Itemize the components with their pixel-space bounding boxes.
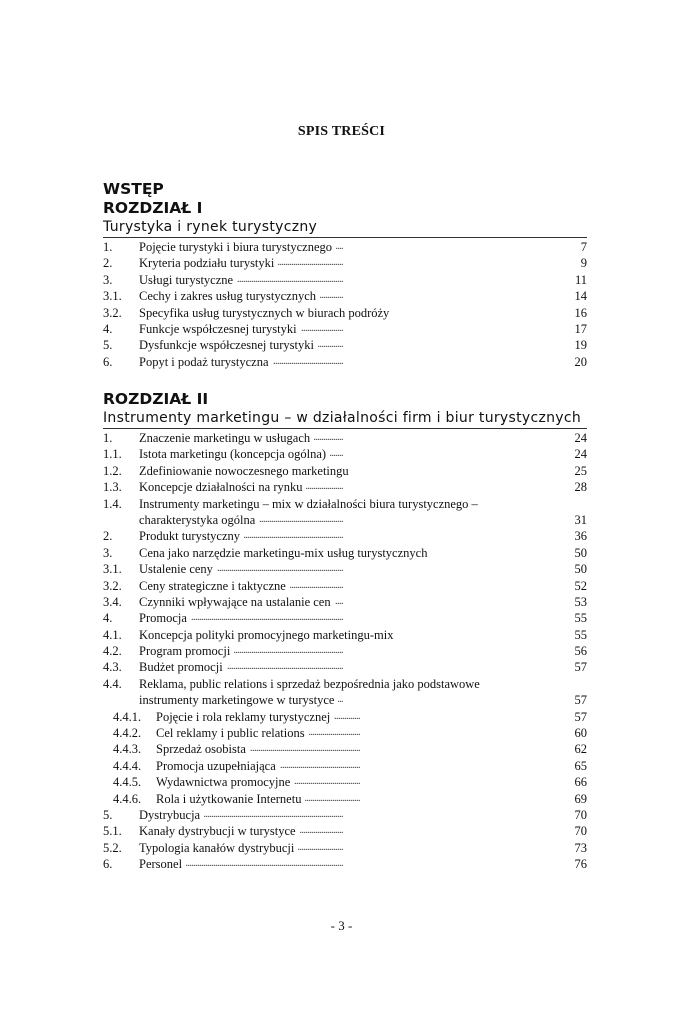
toc-entry-title bbox=[139, 692, 537, 708]
toc-entry-title bbox=[156, 774, 537, 790]
toc-entry-title bbox=[139, 255, 537, 271]
toc-entry[interactable] bbox=[103, 659, 587, 675]
toc-entry-page: 70 bbox=[574, 824, 587, 839]
toc-entry-number: 3.4. bbox=[103, 594, 122, 609]
toc-entry-title bbox=[139, 627, 537, 643]
toc-entry-title bbox=[139, 528, 537, 544]
toc-entry-number: 4.4.6. bbox=[113, 791, 142, 806]
toc-entry-title-text: Produkt turystyczny bbox=[139, 529, 244, 543]
toc-entry[interactable] bbox=[103, 446, 587, 462]
toc-entry[interactable] bbox=[103, 512, 587, 528]
toc-entry-page: 36 bbox=[574, 529, 587, 544]
toc-entry-number: 3.1. bbox=[103, 289, 122, 304]
toc-entry-page: 53 bbox=[574, 594, 587, 609]
toc-entry-title-text: Cena jako narzędzie marketingu-mix usług turystycznych bbox=[139, 546, 431, 560]
toc-entry[interactable] bbox=[103, 709, 587, 725]
toc-entry-title-text: Czynniki wpływające na ustalanie cen bbox=[139, 595, 335, 609]
toc-entry-title bbox=[139, 239, 537, 255]
toc-entry[interactable] bbox=[103, 255, 587, 271]
toc-entry[interactable] bbox=[103, 791, 587, 807]
toc-entry-number: 4.4.1. bbox=[113, 709, 142, 724]
toc-entry-number: 5.2. bbox=[103, 840, 122, 855]
toc-entry-number: 1.2. bbox=[103, 463, 122, 478]
chapter-1-divider bbox=[103, 237, 587, 238]
toc-entry-title-text: Znaczenie marketingu w usługach bbox=[139, 431, 314, 445]
toc-entry-line bbox=[103, 676, 587, 692]
toc-entry-title-text: Promocja bbox=[139, 611, 191, 625]
toc-entry-title bbox=[139, 578, 537, 594]
toc-entry-number: 4.3. bbox=[103, 660, 122, 675]
chapter-2-heading: ROZDZIAŁ II bbox=[103, 390, 209, 408]
toc-entry-title-text: Rola i użytkowanie Internetu bbox=[156, 792, 305, 806]
toc-entry-page: 19 bbox=[574, 338, 587, 353]
toc-entry-number: 4.4. bbox=[103, 676, 122, 691]
chapter-1-heading: ROZDZIAŁ I bbox=[103, 199, 203, 217]
toc-entry-number: 4.1. bbox=[103, 627, 122, 642]
chapter-2-toc-list bbox=[103, 430, 587, 873]
toc-entry[interactable] bbox=[103, 741, 587, 757]
toc-entry-title-text: Cechy i zakres usług turystycznych bbox=[139, 289, 320, 303]
toc-entry-title bbox=[139, 823, 537, 839]
toc-entry-title bbox=[139, 321, 537, 337]
toc-entry-number: 1. bbox=[103, 431, 113, 445]
toc-entry-title bbox=[139, 512, 537, 528]
toc-entry-page: 11 bbox=[574, 272, 587, 287]
toc-entry-number: 6. bbox=[103, 354, 113, 369]
chapter-2-subtitle: Instrumenty marketingu – w działalności firm i biur turystycznych bbox=[103, 410, 582, 426]
toc-entry[interactable] bbox=[103, 692, 587, 708]
toc-entry[interactable] bbox=[103, 321, 587, 337]
toc-entry[interactable] bbox=[103, 758, 587, 774]
toc-entry-page: 55 bbox=[574, 611, 587, 626]
toc-entry-page: 25 bbox=[574, 463, 587, 478]
toc-entry[interactable] bbox=[103, 239, 587, 255]
toc-entry-page: 56 bbox=[574, 644, 587, 659]
toc-entry-title bbox=[139, 479, 537, 495]
toc-entry-page: 31 bbox=[574, 512, 587, 527]
toc-entry-number: 4.4.5. bbox=[113, 775, 142, 790]
toc-entry[interactable] bbox=[103, 272, 587, 288]
page-title: SPIS TREŚCI bbox=[297, 124, 386, 139]
toc-entry-title-text: Specyfika usług turystycznych w biurach podróży bbox=[139, 306, 393, 320]
toc-entry-title bbox=[139, 545, 537, 561]
toc-entry-number: 3. bbox=[103, 272, 113, 287]
toc-entry-title-text: Usługi turystyczne bbox=[139, 273, 237, 287]
toc-entry-title bbox=[139, 272, 537, 288]
toc-entry[interactable] bbox=[103, 627, 587, 643]
toc-entry-title-text: Personel bbox=[139, 857, 186, 871]
toc-entry[interactable] bbox=[103, 856, 587, 872]
toc-entry-title bbox=[139, 594, 537, 610]
toc-entry-title-text: Zdefiniowanie nowoczesnego marketingu bbox=[139, 464, 353, 478]
page-number: - 3 - bbox=[330, 918, 353, 933]
toc-entry[interactable] bbox=[103, 288, 587, 304]
toc-entry-title bbox=[139, 463, 537, 479]
toc-entry-number: 3.2. bbox=[103, 305, 122, 320]
toc-entry-page: 57 bbox=[574, 693, 587, 708]
toc-entry-page: 9 bbox=[580, 256, 587, 271]
toc-entry-title-line: Reklama, public relations i sprzedaż bezpośrednia jako podstawowe bbox=[139, 676, 480, 691]
toc-entry-page: 76 bbox=[574, 857, 587, 872]
toc-entry-title bbox=[139, 856, 537, 872]
toc-entry-title-line: Instrumenty marketingu – mix w działalności biura turystycznego – bbox=[139, 496, 478, 511]
toc-entry-page: 16 bbox=[574, 305, 587, 320]
toc-entry-title bbox=[139, 288, 537, 304]
chapter-1-section bbox=[103, 180, 587, 370]
toc-entry-page: 57 bbox=[574, 660, 587, 675]
toc-entry-title bbox=[139, 659, 537, 675]
toc-entry-title-text: Kryteria podziału turystyki bbox=[139, 256, 278, 270]
toc-entry-title bbox=[139, 354, 537, 370]
toc-entry-number: 4.2. bbox=[103, 644, 122, 659]
toc-entry-number: 4. bbox=[103, 321, 113, 336]
chapter-2-divider bbox=[103, 428, 587, 429]
toc-entry-title bbox=[139, 840, 537, 856]
toc-entry-title bbox=[156, 758, 537, 774]
toc-entry-page: 73 bbox=[574, 840, 587, 855]
toc-entry-title-text: Budżet promocji bbox=[139, 660, 227, 674]
chapter-2-section bbox=[103, 390, 587, 873]
toc-entry-title bbox=[156, 709, 537, 725]
toc-entry[interactable] bbox=[103, 561, 587, 577]
toc-entry-page: 7 bbox=[580, 240, 587, 254]
toc-entry-page: 24 bbox=[574, 447, 587, 462]
toc-entry-page: 20 bbox=[574, 354, 587, 369]
toc-entry[interactable] bbox=[103, 578, 587, 594]
toc-entry-number: 4.4.3. bbox=[113, 742, 142, 757]
toc-entry-number: 1.4. bbox=[103, 496, 122, 511]
toc-entry-page: 24 bbox=[574, 431, 587, 445]
toc-entry-number: 3.1. bbox=[103, 562, 122, 577]
toc-entry-title-text: Pojęcie turystyki i biura turystycznego bbox=[139, 240, 336, 254]
toc-entry-title-text: Cel reklamy i public relations bbox=[156, 726, 309, 740]
toc-entry-title-text: Popyt i podaż turystyczna bbox=[139, 355, 273, 369]
toc-entry-number: 6. bbox=[103, 857, 113, 872]
toc-entry[interactable] bbox=[103, 545, 587, 561]
toc-entry-page: 57 bbox=[574, 709, 587, 724]
toc-entry-number: 2. bbox=[103, 529, 113, 544]
toc-entry-title bbox=[139, 807, 537, 823]
toc-entry[interactable] bbox=[103, 430, 587, 446]
toc-entry-number: 1.1. bbox=[103, 447, 122, 462]
toc-entry-page: 62 bbox=[574, 742, 587, 757]
toc-entry[interactable] bbox=[103, 354, 587, 370]
toc-entry-title bbox=[139, 561, 537, 577]
toc-entry[interactable] bbox=[103, 463, 587, 479]
toc-entry[interactable] bbox=[103, 840, 587, 856]
toc-entry[interactable] bbox=[103, 643, 587, 659]
toc-entry[interactable] bbox=[103, 479, 587, 495]
toc-entry-page: 60 bbox=[574, 726, 587, 741]
toc-entry-number: 4. bbox=[103, 611, 113, 626]
toc-entry-number: 5. bbox=[103, 338, 113, 353]
toc-entry-page: 14 bbox=[574, 289, 587, 304]
toc-entry-title-text: Dystrybucja bbox=[139, 808, 204, 822]
toc-entry[interactable] bbox=[103, 823, 587, 839]
toc-entry-title-text: Promocja uzupełniająca bbox=[156, 759, 280, 773]
toc-entry-page: 28 bbox=[574, 480, 587, 495]
intro-heading: WSTĘP bbox=[103, 180, 164, 198]
toc-entry-title-text: Ceny strategiczne i taktyczne bbox=[139, 579, 290, 593]
toc-entry-page: 69 bbox=[574, 791, 587, 806]
toc-entry[interactable] bbox=[103, 610, 587, 626]
toc-entry[interactable] bbox=[103, 774, 587, 790]
chapter-1-toc-list bbox=[103, 239, 587, 370]
toc-entry-page: 70 bbox=[574, 807, 587, 822]
toc-entry[interactable] bbox=[103, 337, 587, 353]
toc-entry-number: 4.4.2. bbox=[113, 726, 142, 741]
toc-entry-title-text: charakterystyka ogólna bbox=[139, 513, 259, 527]
toc-entry-title bbox=[156, 791, 537, 807]
toc-entry-page: 50 bbox=[574, 562, 587, 577]
toc-entry-title-text: Pojęcie i rola reklamy turystycznej bbox=[156, 710, 334, 724]
toc-entry-title bbox=[139, 430, 537, 446]
toc-entry-number: 1.3. bbox=[103, 480, 122, 495]
toc-entry-title bbox=[139, 305, 537, 321]
toc-entry-number: 1. bbox=[103, 240, 113, 254]
toc-entry-title-text: Istota marketingu (koncepcja ogólna) bbox=[139, 447, 330, 461]
toc-entry-page: 65 bbox=[574, 758, 587, 773]
toc-entry-title bbox=[139, 337, 537, 353]
toc-entry-page: 17 bbox=[574, 321, 587, 336]
toc-entry-number: 3.2. bbox=[103, 578, 122, 593]
toc-entry-page: 50 bbox=[574, 545, 587, 560]
toc-entry-title bbox=[156, 725, 537, 741]
toc-entry-line bbox=[103, 496, 587, 512]
toc-entry[interactable] bbox=[103, 528, 587, 544]
toc-entry-page: 66 bbox=[574, 775, 587, 790]
toc-entry-title-text: Ustalenie ceny bbox=[139, 562, 217, 576]
toc-entry-title-text: Funkcje współczesnej turystyki bbox=[139, 322, 301, 336]
toc-entry-title-text: Program promocji bbox=[139, 644, 234, 658]
toc-entry-title-text: Koncepcje działalności na rynku bbox=[139, 480, 306, 494]
toc-entry-title bbox=[139, 446, 537, 462]
toc-entry-title-text: Koncepcja polityki promocyjnego marketingu-mix bbox=[139, 628, 397, 642]
toc-entry[interactable] bbox=[103, 305, 587, 321]
toc-entry-number: 5.1. bbox=[103, 824, 122, 839]
toc-entry-title-text: Dysfunkcje współczesnej turystyki bbox=[139, 338, 318, 352]
toc-entry-number: 4.4.4. bbox=[113, 758, 142, 773]
toc-entry-title-text: instrumenty marketingowe w turystyce bbox=[139, 693, 338, 707]
toc-entry-title bbox=[139, 643, 537, 659]
toc-entry-number: 3. bbox=[103, 545, 113, 560]
chapter-1-subtitle: Turystyka i rynek turystyczny bbox=[103, 219, 318, 235]
toc-entry-title bbox=[139, 610, 537, 626]
toc-entry-title-text: Sprzedaż osobista bbox=[156, 742, 250, 756]
toc-entry-page: 55 bbox=[574, 627, 587, 642]
toc-entry-title-text: Kanały dystrybucji w turystyce bbox=[139, 824, 300, 838]
toc-entry-number: 5. bbox=[103, 807, 113, 822]
toc-entry[interactable] bbox=[103, 807, 587, 823]
toc-entry-page: 52 bbox=[574, 578, 587, 593]
toc-entry-number: 2. bbox=[103, 256, 113, 271]
toc-entry[interactable] bbox=[103, 594, 587, 610]
toc-entry[interactable] bbox=[103, 725, 587, 741]
toc-entry-title bbox=[156, 741, 537, 757]
toc-entry-title-text: Typologia kanałów dystrybucji bbox=[139, 841, 298, 855]
toc-entry-title-text: Wydawnictwa promocyjne bbox=[156, 775, 294, 789]
